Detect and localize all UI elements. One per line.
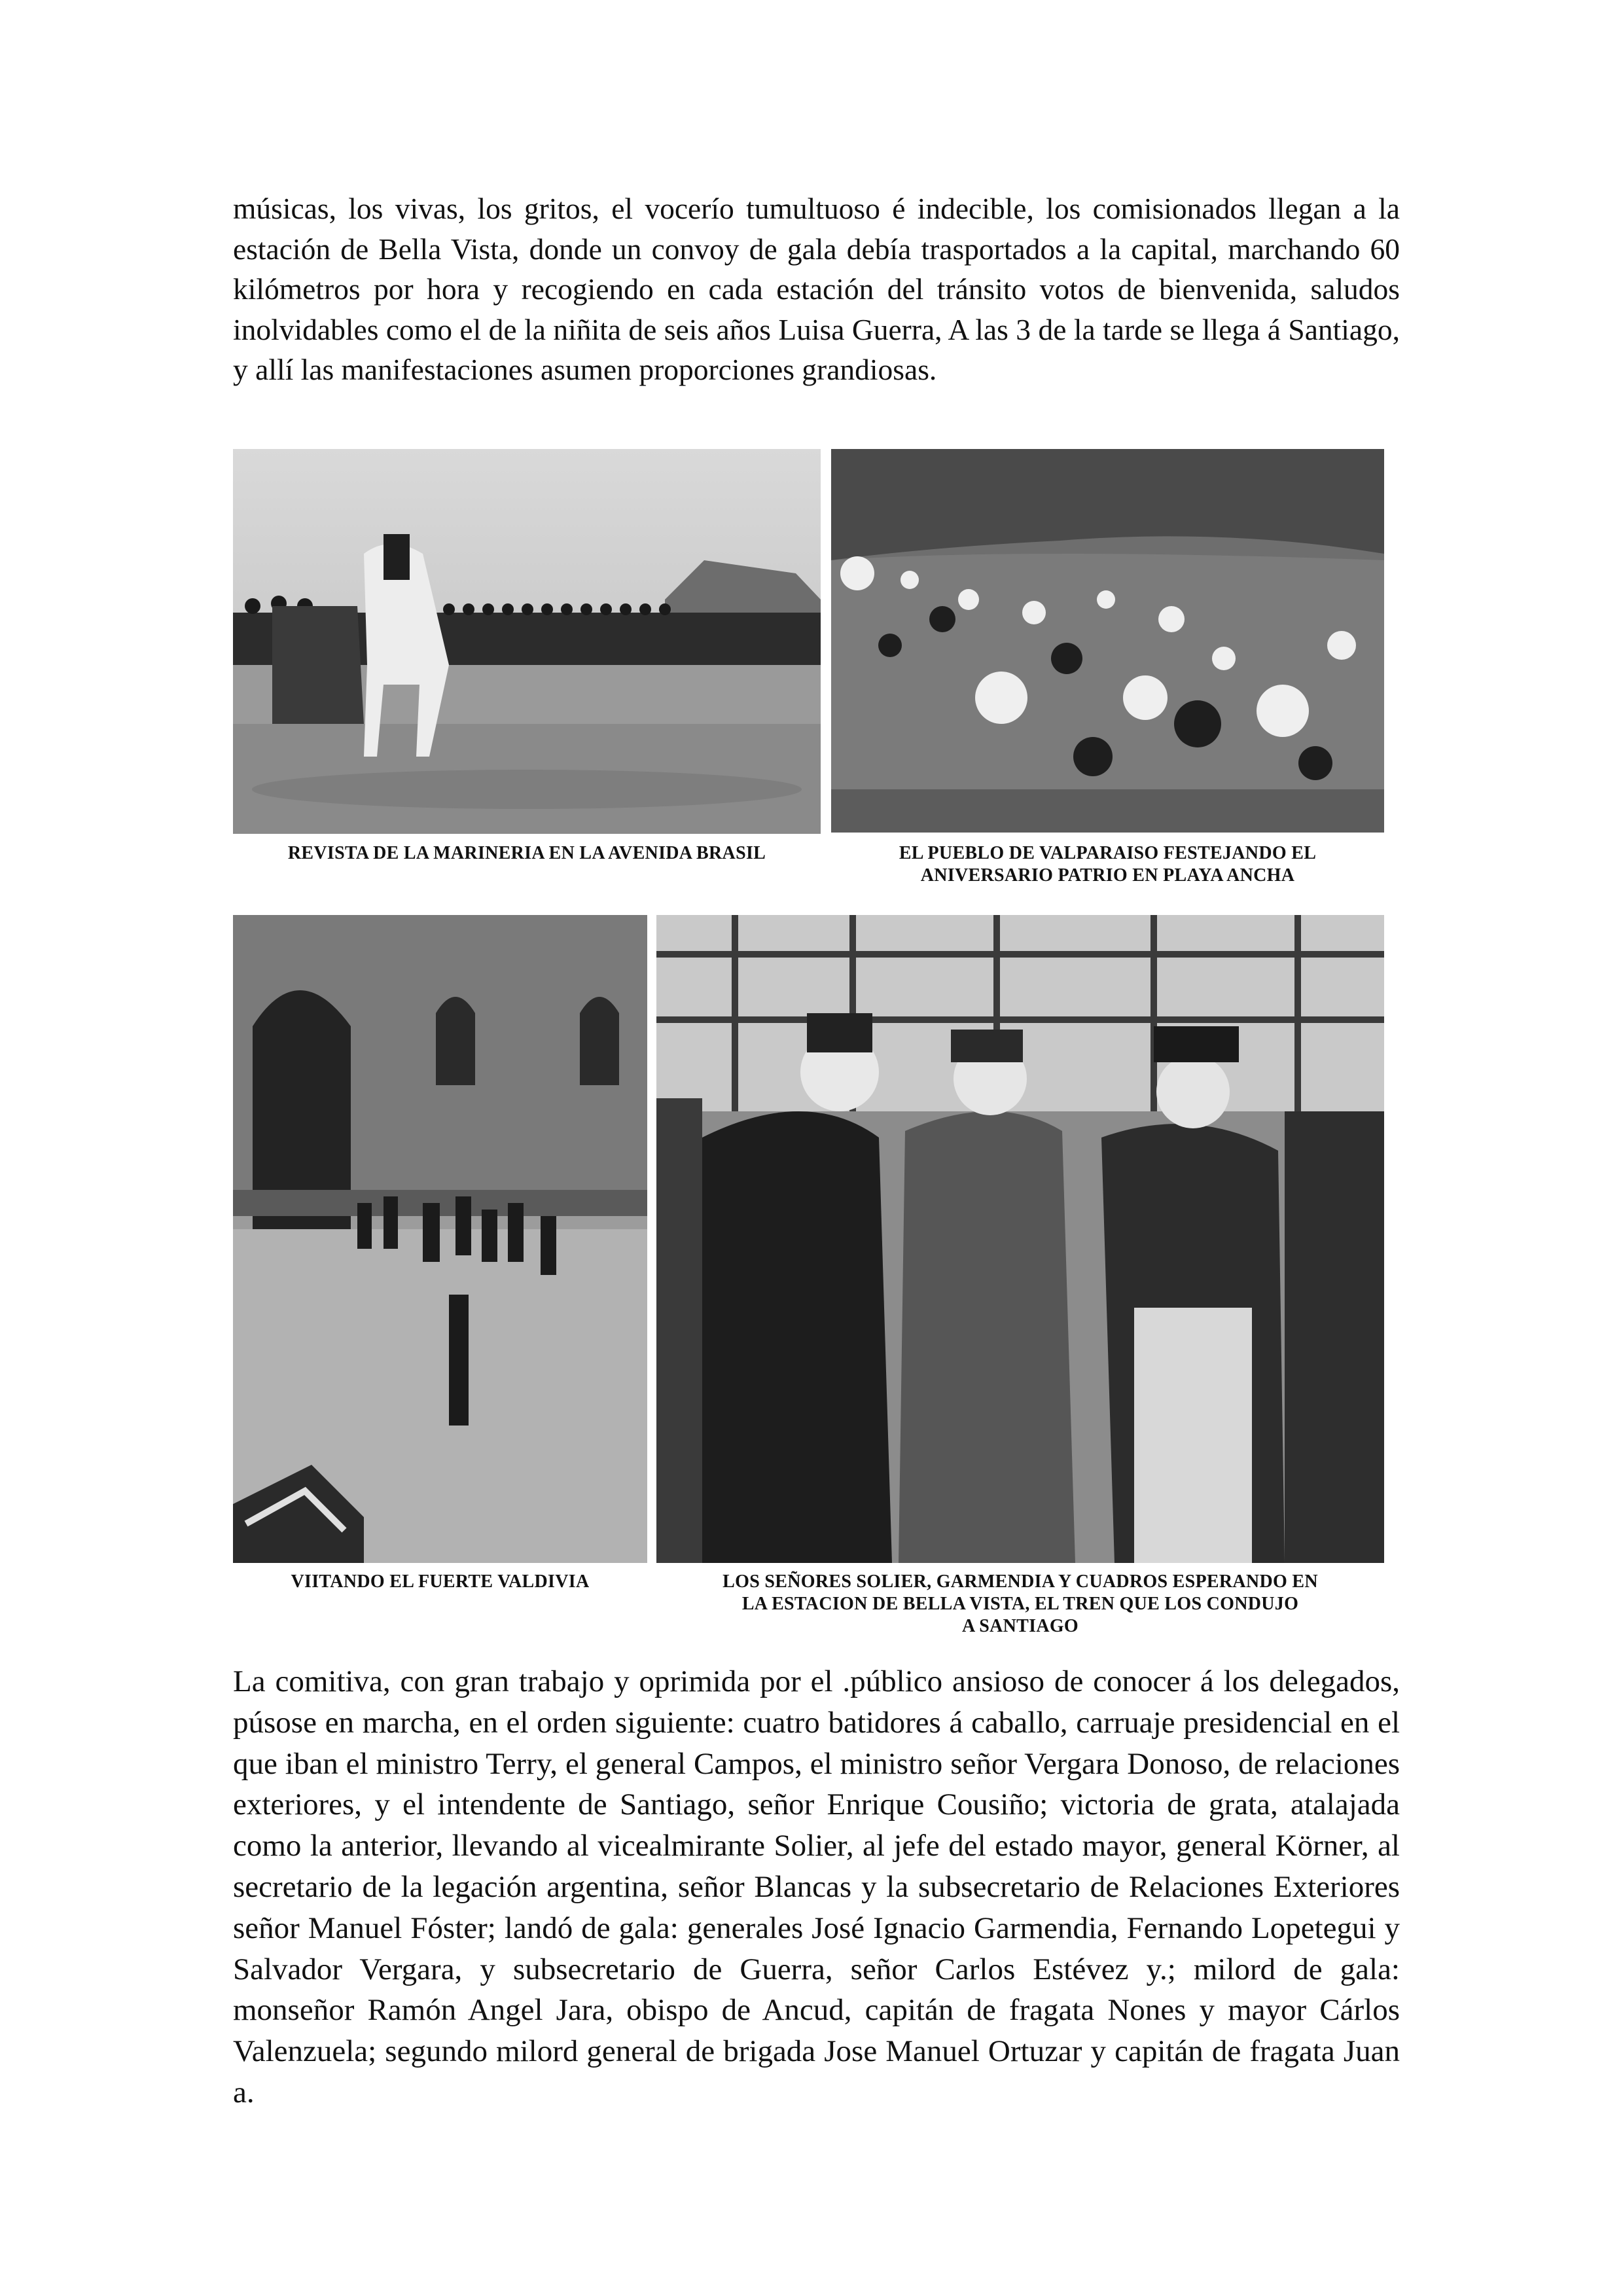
- caption-photo-4: LOS SEÑORES SOLIER, GARMENDIA Y CUADROS ESPERANDO EN LA ESTACION DE BELLA VISTA, EL TREN QUE LOS CONDUJO A SANTIAGO: [722, 1571, 1318, 1636]
- photo-solier-garmendia-cuadros: [656, 915, 1384, 1563]
- caption-photo-1: REVISTA DE LA MARINERIA EN LA AVENIDA BRASIL: [287, 843, 766, 863]
- photo-playa-ancha-crowd: [831, 449, 1384, 833]
- caption-photo-3: VIITANDO EL FUERTE VALDIVIA: [291, 1571, 590, 1592]
- paragraph-top: músicas, los vivas, los gritos, el vocerío tumultuoso é indecible, los comisionados llegan a la estación de Bella Vista, donde un convoy de gala debía trasportados a la capital, marchando 60 kilómetros por hora y recogiendo en cada estación del tránsito votos de bienvenida, saludos inolvidables como el de la niñita de seis años Luisa Guerra, A las 3 de la tarde se llega á Santiago, y allí las manifestaciones asumen proporciones grandiosas.: [233, 192, 1400, 386]
- caption-photo-2: EL PUEBLO DE VALPARAISO FESTEJANDO EL ANIVERSARIO PATRIO EN PLAYA ANCHA: [899, 843, 1317, 886]
- paragraph-bottom: La comitiva, con gran trabajo y oprimida por el .público ansioso de conocer á los delegados, púsose en marcha, en el orden siguiente: cuatro batidores á caballo, carruaje presidencial en el que iban el ministro Terry, el general Campos, el ministro señor Vergara Donoso, de relaciones exteriores, y el intendente de Santiago, señor Enrique Cousiño; victoria de grata, atalajada como la anterior, llevando al vicealmirante Solier, al jefe del estado mayor, general Körner, al secretario de la legación argentina, señor Blancas y la subsecretario de Relaciones Exteriores señor Manuel Fóster; landó de gala: generales José Ignacio Garmendia, Fernando Lopetegui y Salvador Vergara, y subsecretario de Guerra, señor Carlos Estévez y.; milord de gala: monseñor Ramón Angel Jara, obispo de Ancud, capitán de fragata Nones y mayor Cárlos Valenzuela; segundo milord general de brigada Jose Manuel Ortuzar y capitán de fragata Juan a.: [233, 1664, 1400, 2109]
- photo-marineria-parade: [233, 449, 821, 834]
- photo-fuerte-valdivia: [233, 915, 647, 1563]
